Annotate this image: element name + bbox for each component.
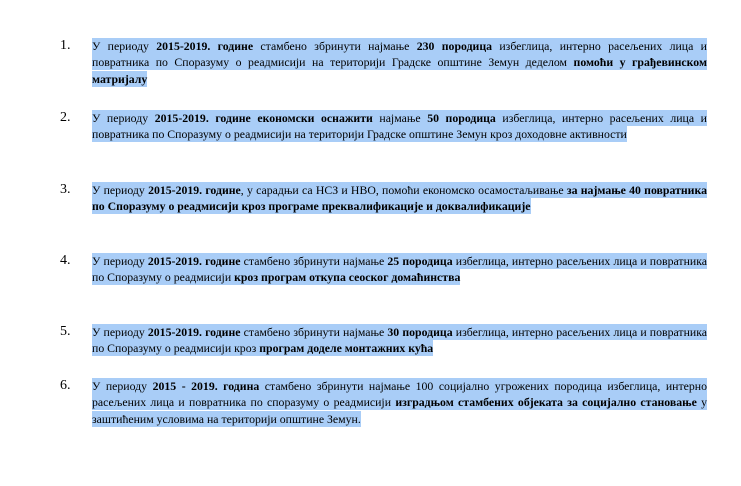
text-segment: У периоду [92, 111, 155, 125]
text-segment: најмање [372, 111, 428, 125]
selection-highlight [92, 378, 707, 427]
text-segment: У периоду [92, 254, 148, 268]
text-segment: избеглица, интерно расељених лица и повратника по Споразуму о реадмисији на територији Градске општине Земун деделом [92, 39, 707, 70]
text-segment: стамбено збринути најмање [240, 325, 388, 339]
bold-text-segment: 25 породица [387, 254, 453, 268]
selection-highlight [92, 38, 707, 87]
selection-highlight [92, 110, 707, 142]
item-text[interactable] [92, 378, 707, 427]
bold-text-segment: 2015-2019. године [147, 325, 241, 339]
text-segment: стамбено збринути најмање 100 социјално угрожених породица избеглица, интерно расељених лица и повратника по споразуму о реадмисији [92, 379, 707, 410]
text-segment: избеглица, интерно расељених лица и повратника по Споразуму о реадмисији [92, 254, 707, 285]
bold-text-segment: 2015-2019. године економски оснажити [154, 111, 373, 125]
bold-text-segment: за најмање 40 повратника по Споразуму о реадмисији кроз програме преквалификације и доквалификације [92, 183, 707, 214]
text-segment: избеглица, интерно расељених лица и повратника по Споразуму о реадмисији кроз [92, 325, 707, 356]
selection-highlight [92, 324, 707, 356]
text-segment: стамбено збринути најмање [240, 254, 388, 268]
item-number: 3. [60, 182, 71, 197]
bold-text-segment: 50 породица [427, 111, 496, 125]
item-number: 1. [60, 38, 71, 53]
selection-highlight [92, 182, 707, 214]
bold-text-segment: 2015-2019. године [156, 39, 254, 53]
text-segment: у заштићеним условима на територији општине Земун. [92, 395, 708, 426]
text-segment: стамбено збринути најмање [253, 39, 417, 53]
bold-text-segment: помоћи у грађевинском матријалу [92, 55, 707, 86]
item-text[interactable] [92, 38, 707, 87]
bold-text-segment: 2015 - 2019. година [152, 379, 260, 393]
bold-text-segment: програм доделе монтажних кућа [259, 341, 434, 356]
selection-highlight [92, 253, 707, 285]
bold-text-segment: 2015-2019. године [147, 254, 241, 268]
bold-text-segment: кроз програм откупа сеоског домаћинства [234, 270, 461, 285]
text-segment: У периоду [92, 39, 157, 53]
text-segment: У периоду [92, 325, 148, 339]
bold-text-segment: 30 породица [387, 325, 453, 339]
text-segment: У периоду [92, 183, 149, 197]
text-segment: У периоду [92, 379, 153, 393]
bold-text-segment: 2015-2019. године [148, 183, 241, 197]
item-text[interactable] [92, 324, 707, 357]
text-segment: , у сарадњи са НСЗ и НВО, помоћи економско осамостаљивање [240, 183, 567, 197]
item-number: 4. [60, 253, 71, 268]
item-text[interactable] [92, 110, 707, 143]
text-segment: избеглица, интерно расељених лица и повратника по Споразуму о реадмисији на територији Градске општине Земун кроз доходовне активности [92, 111, 707, 142]
item-number: 2. [60, 110, 71, 125]
bold-text-segment: изградњом стамбених објеката за социјално становање [395, 395, 697, 410]
item-number: 6. [60, 378, 71, 393]
item-text[interactable] [92, 182, 707, 215]
item-number: 5. [60, 324, 71, 339]
bold-text-segment: 230 породица [416, 39, 493, 53]
item-text[interactable] [92, 253, 707, 286]
